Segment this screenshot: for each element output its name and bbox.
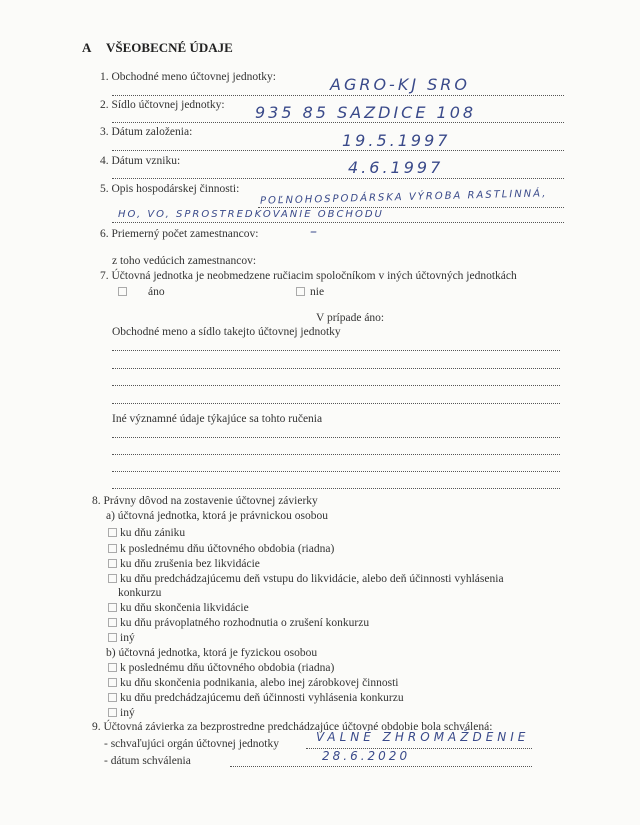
item7-other-line2: [112, 454, 560, 455]
item6-value[interactable]: –: [310, 224, 320, 240]
item5-value-line1[interactable]: POĽNOHOSPODÁRSKA VÝROBA RASTLINNÁ,: [259, 188, 548, 207]
item9-date-label: - dátum schválenia: [104, 755, 191, 767]
managers-label: z toho vedúcich zamestnancov:: [112, 255, 257, 267]
item4-value[interactable]: 4.6.1997: [348, 158, 444, 177]
item9-label: 9. Účtovná závierka za bezprostredne predchádzajúce účtovné obdobie bola schválená:: [92, 721, 493, 733]
item8-a-option[interactable]: [108, 542, 334, 556]
item7-label: 7. Účtovná jednotka je neobmedzene ručiacim spoločníkom v iných účtovných jednotkách: [100, 270, 517, 282]
checkbox[interactable]: [108, 663, 117, 672]
item4-label: 4. Dátum vzniku:: [100, 155, 181, 167]
item7-yes-option[interactable]: [118, 285, 130, 299]
checkbox[interactable]: [108, 559, 117, 568]
item3-line: [112, 150, 564, 151]
option-label: ku dňu skončenia podnikania, alebo inej zárobkovej činnosti: [120, 677, 399, 689]
item1-line: [112, 95, 564, 96]
item9-approver-label: - schvaľujúci orgán účtovnej jednotky: [104, 738, 279, 750]
item8-b-option[interactable]: [108, 706, 135, 720]
item7-other-line1: [112, 437, 560, 438]
option-label: ku dňu zrušenia bez likvidácie: [120, 558, 260, 570]
item7-name-line4: [112, 403, 560, 404]
item8-a-option[interactable]: [108, 601, 249, 615]
option-label: ku dňu zániku: [120, 527, 186, 539]
item5-value-line2[interactable]: HO, VO, SPROSTREDKOVANIE OBCHODU: [118, 209, 384, 220]
option-label: k poslednému dňu účtovného obdobia (riadna): [120, 662, 335, 674]
item7-no-checkbox[interactable]: [296, 287, 305, 296]
item7-name-line1: [112, 350, 560, 351]
item7-other-line4: [112, 488, 560, 489]
item7-other-line3: [112, 471, 560, 472]
option-label: ku dňu predchádzajúcemu deň účinnosti vyhlásenia konkurzu: [120, 692, 404, 704]
checkbox[interactable]: [108, 603, 117, 612]
checkbox[interactable]: [108, 708, 117, 717]
item8-a-option-continued: konkurzu: [118, 587, 162, 599]
item3-label: 3. Dátum založenia:: [100, 126, 193, 138]
option-label: ku dňu právoplatného rozhodnutia o zrušení konkurzu: [120, 617, 370, 629]
checkbox[interactable]: [108, 678, 117, 687]
item7-name-label: Obchodné meno a sídlo takejto účtovnej jednotky: [112, 326, 341, 338]
checkbox[interactable]: [108, 633, 117, 642]
item7-no-option[interactable]: [296, 285, 308, 299]
section-title: VŠEOBECNÉ ÚDAJE: [106, 40, 233, 55]
item4-line: [112, 178, 564, 179]
item9-date-line: [230, 766, 532, 767]
option-label: iný: [120, 632, 135, 644]
checkbox[interactable]: [108, 574, 117, 583]
item7-if-yes: V prípade áno:: [316, 312, 385, 324]
item7-name-line2: [112, 368, 560, 369]
item6-label: 6. Priemerný počet zamestnancov:: [100, 228, 259, 240]
item8-a-label: a) účtovná jednotka, ktorá je právnickou osobou: [106, 510, 328, 522]
item7-name-line3: [112, 385, 560, 386]
item7-yes-checkbox[interactable]: [118, 287, 127, 296]
item5-line1: [258, 207, 564, 208]
item1-label: 1. Obchodné meno účtovnej jednotky:: [100, 71, 276, 83]
item7-no-label: nie: [310, 286, 325, 298]
item2-value[interactable]: 935 85 SAZDICE 108: [255, 103, 477, 122]
item8-b-option[interactable]: [108, 676, 398, 690]
item5-line2: [112, 222, 564, 223]
item3-value[interactable]: 19.5.1997: [342, 131, 451, 150]
item7-other-label: Iné významné údaje týkajúce sa tohto ručenia: [112, 413, 323, 425]
item8-a-option[interactable]: [108, 557, 260, 571]
item9-date-value[interactable]: 28.6.2020: [322, 749, 411, 763]
item7-yes-label: áno: [148, 286, 165, 298]
option-label: iný: [120, 707, 135, 719]
item9-approver-value[interactable]: VALNÉ ZHROMAŽDENIE: [316, 730, 530, 744]
item8-b-option[interactable]: [108, 691, 404, 705]
item1-value[interactable]: AGRO-KJ SRO: [330, 75, 470, 94]
option-label: ku dňu predchádzajúcemu deň vstupu do likvidácie, alebo deň účinnosti vyhlásenia: [120, 573, 504, 585]
checkbox[interactable]: [108, 544, 117, 553]
item8-a-option[interactable]: [108, 526, 185, 540]
checkbox[interactable]: [108, 693, 117, 702]
option-label: ku dňu skončenia likvidácie: [120, 602, 249, 614]
item8-b-label: b) účtovná jednotka, ktorá je fyzickou osobou: [106, 647, 318, 659]
item5-label: 5. Opis hospodárskej činnosti:: [100, 183, 240, 195]
item8-b-option[interactable]: [108, 661, 334, 675]
item8-a-option[interactable]: [108, 631, 135, 645]
checkbox[interactable]: [108, 528, 117, 537]
item8-label: 8. Právny dôvod na zostavenie účtovnej závierky: [92, 495, 318, 507]
option-label: k poslednému dňu účtovného obdobia (riadna): [120, 543, 335, 555]
item8-a-option[interactable]: [108, 572, 504, 586]
section-letter: A: [82, 40, 92, 55]
item8-a-option[interactable]: [108, 616, 369, 630]
item2-line: [112, 122, 564, 123]
checkbox[interactable]: [108, 618, 117, 627]
item2-label: 2. Sídlo účtovnej jednotky:: [100, 99, 225, 111]
